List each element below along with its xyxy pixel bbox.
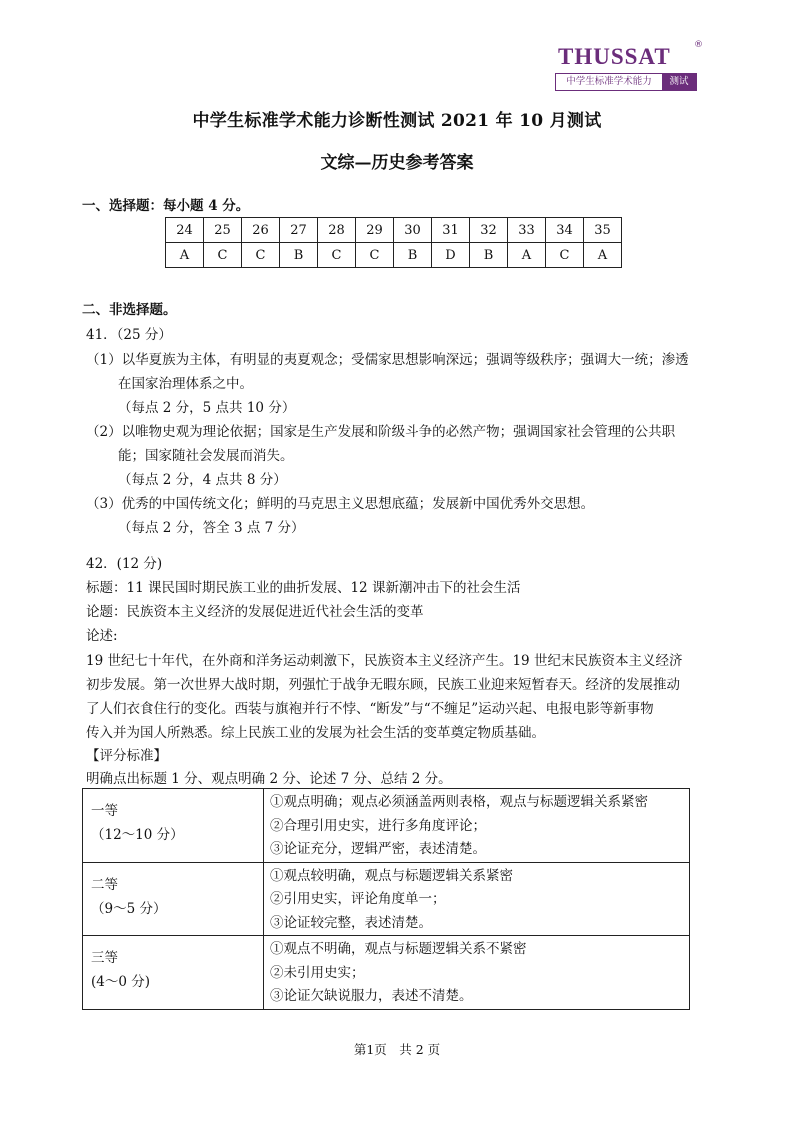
grade-criteria-cell [264,789,690,863]
answer-letter: C [242,243,280,268]
question-number: 26 [242,218,280,243]
criterion: ①观点较明确，观点与标题逻辑关系紧密 [270,867,513,884]
q41-part1-line1: （1）以华夏族为主体，有明显的夷夏观念；受儒家思想影响深远；强调等级秩序；强调大一统；渗透 [86,352,689,368]
logo-tag: 测试 [662,74,696,90]
grade-range: （12～10 分） [91,827,184,843]
question-number-row [166,218,622,243]
grading-table [82,788,690,1010]
grade-level: 一等 [91,803,118,819]
q42-argument-line: 传入并为国人所熟悉。综上民族工业的发展为社会生活的变革奠定物质基础。 [86,725,545,741]
q41-part2-score: （每点 2 分，4 点共 8 分） [118,472,287,488]
answer-letter: D [432,243,470,268]
answer-letter: A [166,243,204,268]
grade-range: （9～5 分） [91,900,167,917]
logo-brand: THUSSAT [558,44,671,69]
thussat-logo [552,40,702,92]
rubric-intro: 明确点出标题 1 分、观点明确 2 分、论述 7 分、总结 2 分。 [86,771,452,787]
question-number: 25 [204,218,242,243]
q42-label: 42．(12 分) [86,556,163,572]
logo-banner [555,73,697,91]
q41-part2-line1: （2）以唯物史观为理论依据；国家是生产发展和阶级斗争的必然产物；强调国家社会管理的公共职 [86,424,676,440]
q42-title-line: 标题：11 课民国时期民族工业的曲折发展、12 课新潮冲击下的社会生活 [86,580,521,596]
q41-part1-score: （每点 2 分，5 点共 10 分） [118,400,296,416]
grade-row [83,936,690,1010]
grade-range: (4～0 分) [91,974,151,990]
q42-argument-line: 了人们衣食住行的变化。西装与旗袍并行不悖、“断发”与“不缠足”运动兴起、电报电影等新事物 [86,701,654,717]
answer-row [166,243,622,268]
question-number: 35 [584,218,622,243]
criterion: ②未引用史实； [270,964,365,981]
answer-letter: B [470,243,508,268]
question-number: 31 [432,218,470,243]
grade-level-cell [83,936,264,1010]
criterion: ③论证欠缺说服力，表述不清楚。 [270,988,473,1004]
grade-row [83,862,690,936]
grade-level-cell [83,862,264,936]
question-number: 24 [166,218,204,243]
grade-level-cell [83,789,264,863]
question-number: 33 [508,218,546,243]
answer-letter: B [394,243,432,268]
grade-row [83,789,690,863]
q42-argument-line: 初步发展。第一次世界大战时期，列强忙于战争无暇东顾，民族工业迎来短暂春天。经济的发展推动 [86,677,680,693]
q41-part1-line2: 在国家治理体系之中。 [118,376,253,392]
answer-letter: C [356,243,394,268]
section-heading-choice: 一、选择题：每小题 4 分。 [82,198,250,214]
answer-letter: C [318,243,356,268]
question-number: 29 [356,218,394,243]
question-number: 34 [546,218,584,243]
q41-part2-line2: 能；国家随社会发展而消失。 [118,448,294,464]
page-subtitle: 文综—历史参考答案 [320,153,474,173]
answer-letter: B [280,243,318,268]
rubric-heading: 【评分标准】 [86,748,167,764]
section-heading-essay: 二、非选择题。 [82,302,177,318]
page-footer: 第1页 共 2 页 [353,1042,441,1057]
question-number: 30 [394,218,432,243]
question-number: 27 [280,218,318,243]
grade-criteria-cell [264,936,690,1010]
q42-argument-label: 论述: [86,628,118,644]
question-number: 28 [318,218,356,243]
q42-thesis: 论题：民族资本主义经济的发展促进近代社会生活的变革 [86,604,424,620]
logo-subtitle: 中学生标准学术能力 [566,76,652,87]
answer-letter: C [204,243,242,268]
registered-icon: ® [694,40,703,50]
q41-label: 41．（25 分） [86,327,172,343]
answer-letter: A [584,243,622,268]
answer-letter: C [546,243,584,268]
q42-argument-line: 19 世纪七十年代，在外商和洋务运动刺激下，民族资本主义经济产生。19 世纪末民族资本主义经济 [86,653,683,669]
q41-part3: （3）优秀的中国传统文化；鲜明的马克思主义思想底蕴；发展新中国优秀外交思想。 [86,496,595,512]
question-number: 32 [470,218,508,243]
page-title: 中学生标准学术能力诊断性测试 2021 年 10 月测试 [192,111,602,131]
criterion: ①观点明确；观点必须涵盖两则表格，观点与标题逻辑关系紧密 [270,794,648,810]
grade-level: 三等 [91,950,118,966]
grade-criteria-cell [264,862,690,936]
criterion: ③论证充分，逻辑严密，表述清楚。 [270,841,486,857]
criterion: ②引用史实，评论角度单一； [270,891,446,907]
grade-level: 二等 [91,876,118,893]
answer-letter: A [508,243,546,268]
criterion: ①观点不明确，观点与标题逻辑关系不紧密 [270,941,527,957]
answer-key-table [165,217,622,268]
criterion: ②合理引用史实，进行多角度评论； [270,817,486,834]
criterion: ③论证较完整，表述清楚。 [270,914,432,931]
q41-part3-score: （每点 2 分，答全 3 点 7 分） [118,520,305,536]
